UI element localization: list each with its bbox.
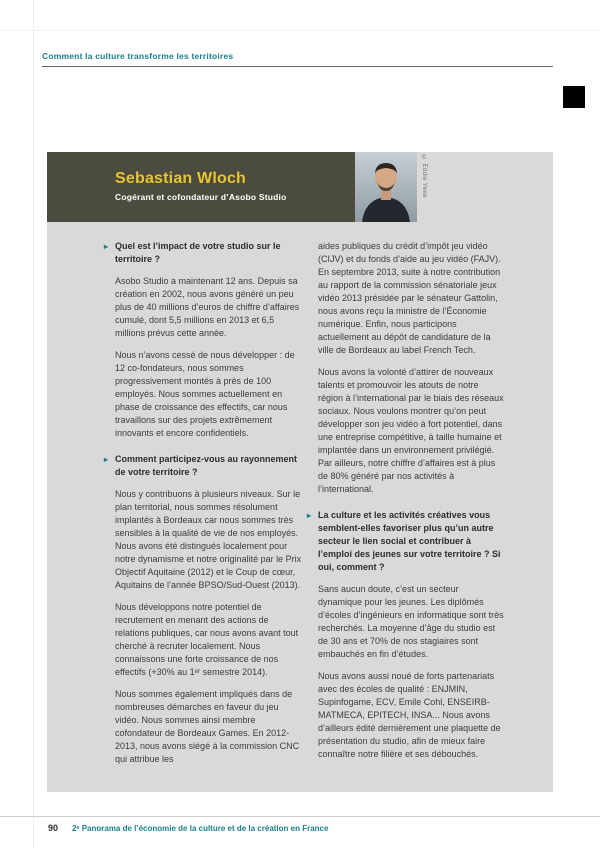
interview-answer: Nous y contribuons à plusieurs niveaux. Sur le plan territorial, nous sommes résolument implantés à Bordeaux car nous sommes très sensibles à la qualité de vie de nos employés. Nous avons été distingués localement pour notre dynamisme et notre originalité par le Prix Objectif Aquitaine (2012) et le Coup de cœur, Aquitains de l’année BPSO/Sud-Ouest (2013). (115, 489, 302, 590)
interview-answer: Nous n’avons cessé de nous développer : de 12 co-fondateurs, nous sommes progressivement montés à près de 100 employés. Nous sommes actuellement en phase de croissance des effectifs, car nous travaillons sur des projets extrêmement innovants et encore confidentiels. (115, 350, 295, 438)
interview-question (104, 453, 302, 479)
interview-answer: Nous avons aussi noué de forts partenariats avec des écoles de qualité : ENJMIN, Supinfogame, ECV, Emile Cohl, ENSEIRB-MATMECA, EPITECH, INSA... Nous avons d’ailleurs édité dernièrement une plaquette de présentation du studio, afin de mieux faire connaître notre filière et ses débouchés. (318, 671, 501, 759)
header-rule (42, 66, 553, 67)
footer-title: 2ᵉ Panorama de l’économie de la culture et de la création en France (72, 824, 329, 833)
interview-card (47, 152, 553, 792)
interview-columns (47, 222, 553, 766)
photo-credit: © Eddie Yene (421, 155, 427, 198)
corner-marker (563, 86, 585, 108)
interview-answer: Asobo Studio a maintenant 12 ans. Depuis sa création en 2002, nous avons généré un peu plus de 40 millions d’euros de chiffre d’affaires cumulé, dont 5,5 millions en 2013 et 6,5 millions prévus cette année. (115, 276, 300, 338)
interview-question (104, 240, 302, 266)
interview-answer: Nous sommes également impliqués dans de nombreuses démarches en faveur du jeu vidéo. Nous sommes ainsi membre cofondateur de Bordeaux Games. En 2012-2013, nous avons siégé à la commission CNC qui attribue les (115, 689, 300, 764)
page-footer (48, 823, 328, 833)
left-column (104, 240, 302, 766)
right-column (307, 240, 505, 766)
question-marker-icon: ▸ (307, 511, 312, 520)
interview-answer: aides publiques du crédit d’impôt jeu vidéo (CIJV) et du fonds d’aide au jeu vidéo (FAJV). En septembre 2013, suite à notre contribution au rapport de la commission sénatoriale jeux vidéo 2013 présidée par le sénateur Gattolin, nous avons reçu la ministre de l’Économie numérique. Enfin, nous participons actuellement au dépôt de candidature de la ville de Bordeaux au label French Tech. (318, 241, 501, 355)
margin-guide-vertical (33, 0, 34, 848)
chapter-title: Comment la culture transforme les territoires (42, 51, 234, 61)
question-text: Quel est l’impact de votre studio sur le territoire ? (115, 241, 281, 264)
footer-rule (0, 816, 600, 817)
running-header (42, 51, 553, 67)
person-name: Sebastian Wloch (115, 170, 247, 187)
profile-text (47, 152, 355, 222)
profile-band (47, 152, 417, 222)
interview-answer: Sans aucun doute, c’est un secteur dynamique pour les jeunes. Les diplômés d’écoles d’ingénieurs en informatique sont très recherchés. La moyenne d’âge du studio est de 30 ans et 70% de nos stagiaires sont embauchés en fin d’études. (318, 584, 504, 659)
margin-guide-horizontal (0, 30, 600, 31)
page-number: 90 (48, 823, 59, 833)
interview-question (307, 509, 505, 574)
profile-band-row (47, 152, 553, 222)
interview-answer: Nous avons la volonté d’attirer de nouveaux talents et promouvoir les atouts de notre région à l’international par le biais des réseaux sociaux. Nous voulons montrer qu’on peut développer son jeu vidéo à fort potentiel, dans une entreprise compétitive, à taille humaine et implantée dans un environnement privilégié. Par ailleurs, notre chiffre d’affaires est à plus de 80% généré par nos activités à l’international. (318, 367, 504, 494)
question-marker-icon: ▸ (104, 242, 109, 251)
person-role: Cogérant et cofondateur d’Asobo Studio (115, 192, 287, 202)
question-marker-icon: ▸ (104, 455, 109, 464)
question-text: La culture et les activités créatives vous semblent-elles favoriser plus qu’un autre secteur le lien social et contribuer à l’emploi des jeunes sur votre territoire ? Si oui, comment ? (318, 510, 501, 572)
interview-answer: Nous développons notre potentiel de recrutement en menant des actions de relations publiques, car nous avons avant tout cherché à recruter localement. Nous connaissons une forte croissance de nos effectifs (+30% au 1ᵉʳ semestre 2014). (115, 602, 299, 677)
portrait-photo (355, 152, 417, 222)
question-text: Comment participez-vous au rayonnement de votre territoire ? (115, 454, 298, 477)
